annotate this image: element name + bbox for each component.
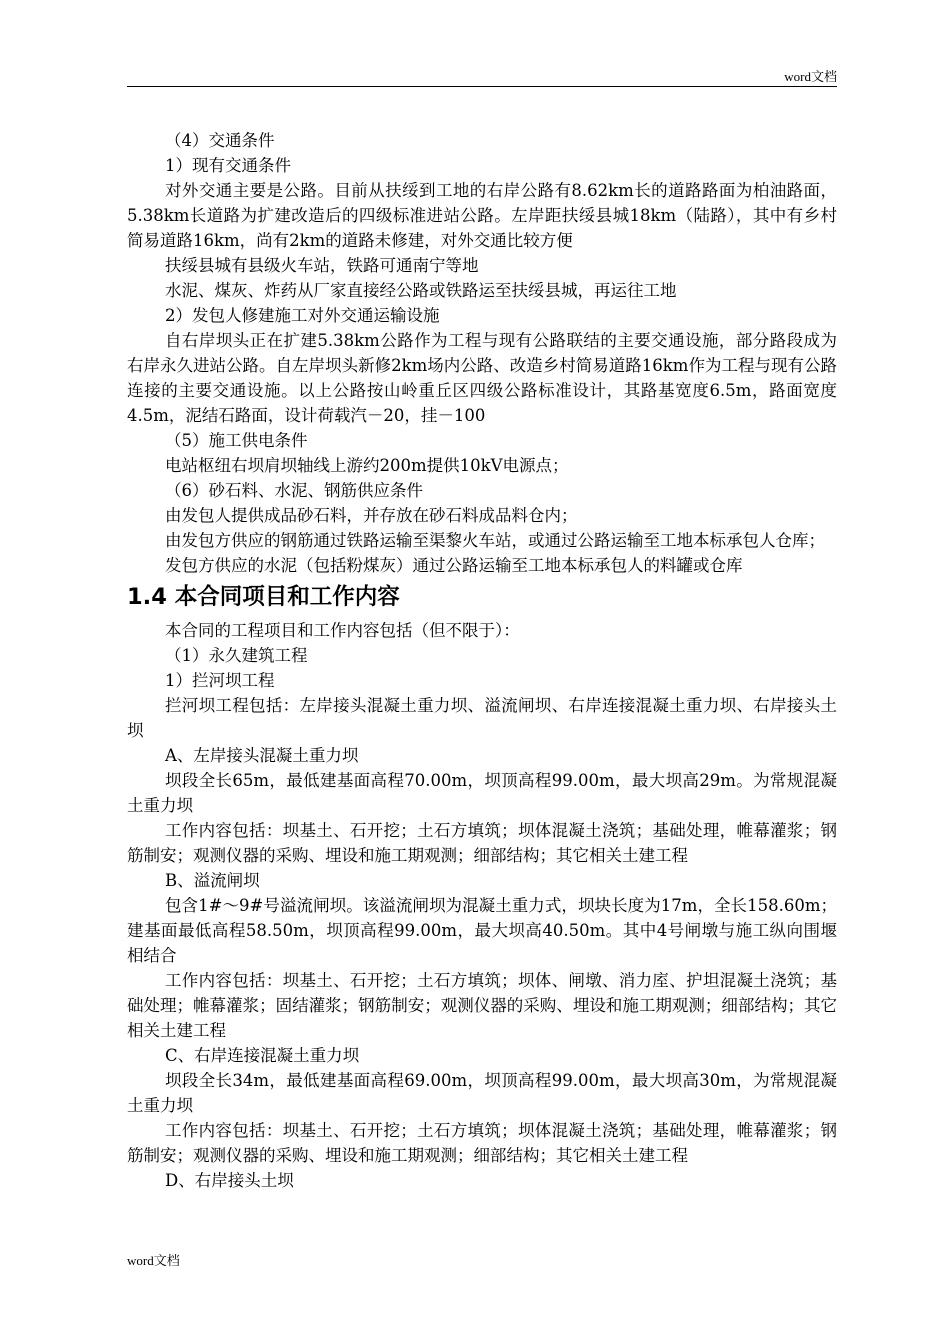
- paragraph: C、右岸连接混凝土重力坝: [165, 1046, 360, 1065]
- paragraph: 本合同的工程项目和工作内容包括（但不限于）：: [165, 621, 520, 640]
- paragraph: 工作内容包括：坝基土、石开挖；土石方填筑；坝体、闸墩、消力庢、护坦混凝土浇筑；基础处理；帷幕灌浆；固结灌浆；钢筋制安；观测仪器的采购、埋设和施工期观测；细部结构；其它相关土建工程: [127, 971, 837, 1040]
- paragraph: 由发包人提供成品砂石料，并存放在砂石料成品料仓内；: [165, 506, 578, 525]
- paragraph: 对外交通主要是公路。目前从扶绥到工地的右岸公路有8.62km长的道路路面为柏油路面，5.38km长道路为扩建改造后的四级标准进站公路。左岸距扶绥县城18km（陆路），其中有乡村简易道路16km，尚有2km的道路未修建，对外交通比较方便: [127, 181, 837, 250]
- paragraph: 水泥、煤灰、炸药从厂家直接经公路或铁路运至扶绥县城，再运往工地: [165, 281, 677, 300]
- section-heading: 1.4 本合同项目和工作内容: [127, 584, 400, 610]
- paragraph: 由发包方供应的钢筋通过铁路运输至渠黎火车站，或通过公路运输至工地本标承包人仓库；: [165, 531, 825, 550]
- paragraph: 坝段全长65m，最低建基面高程70.00m，坝顶高程99.00m，最大坝高29m。为常规混凝土重力坝: [127, 771, 837, 815]
- paragraph: B、溢流闸坝: [165, 871, 260, 890]
- paragraph: D、右岸接头土坝: [165, 1171, 294, 1190]
- paragraph: （1）永久建筑工程: [165, 646, 308, 665]
- paragraph: 拦河坝工程包括：左岸接头混凝土重力坝、溢流闸坝、右岸连接混凝土重力坝、右岸接头土坝: [127, 696, 837, 740]
- paragraph: 扶绥县城有县级火车站，铁路可通南宁等地: [165, 256, 479, 275]
- paragraph: （4）交通条件: [165, 131, 275, 150]
- header-text: word文档: [784, 69, 837, 84]
- paragraph: （5）施工供电条件: [165, 431, 308, 450]
- page-footer: word文档: [127, 1253, 180, 1268]
- paragraph: 工作内容包括：坝基土、石开挖；土石方填筑；坝体混凝土浇筑；基础处理，帷幕灌浆；钢筋制安；观测仪器的采购、埋设和施工期观测；细部结构；其它相关土建工程: [127, 821, 837, 865]
- paragraph: 2）发包人修建施工对外交通运输设施: [165, 306, 440, 325]
- paragraph: A、左岸接头混凝土重力坝: [165, 746, 359, 765]
- header-rule: [127, 86, 837, 87]
- document-body: [127, 128, 837, 1193]
- paragraph: （6）砂石料、水泥、钢筋供应条件: [165, 481, 423, 500]
- paragraph: 坝段全长34m，最低建基面高程69.00m，坝顶高程99.00m，最大坝高30m，为常规混凝土重力坝: [127, 1071, 837, 1115]
- paragraph: 1）现有交通条件: [165, 156, 291, 175]
- paragraph: 发包方供应的水泥（包括粉煤灰）通过公路运输至工地本标承包人的料罐或仓库: [165, 556, 743, 575]
- paragraph: 工作内容包括：坝基土、石开挖；土石方填筑；坝体混凝土浇筑；基础处理，帷幕灌浆；钢筋制安；观测仪器的采购、埋设和施工期观测；细部结构；其它相关土建工程: [127, 1121, 837, 1165]
- paragraph: 自右岸坝头正在扩建5.38km公路作为工程与现有公路联结的主要交通设施，部分路段成为右岸永久进站公路。自左岸坝头新修2km场内公路、改造乡村简易道路16km作为工程与现有公路连接的主要交通设施。以上公路按山岭重丘区四级公路标准设计，其路基宽度6.5m，路面宽度4.5m，泥结石路面，设计荷载汽－20，挂－100: [127, 331, 837, 425]
- paragraph: 包含1#～9#号溢流闸坝。该溢流闸坝为混凝土重力式，坝块长度为17m，全长158.60m；建基面最低高程58.50m，坝顶高程99.00m，最大坝高40.50m。其中4号闸墩与施工纵向围堰相结合: [127, 896, 837, 965]
- paragraph: 电站枢纽右坝肩坝轴线上游约200m提供10kV电源点；: [165, 456, 569, 475]
- paragraph: 1）拦河坝工程: [165, 671, 275, 690]
